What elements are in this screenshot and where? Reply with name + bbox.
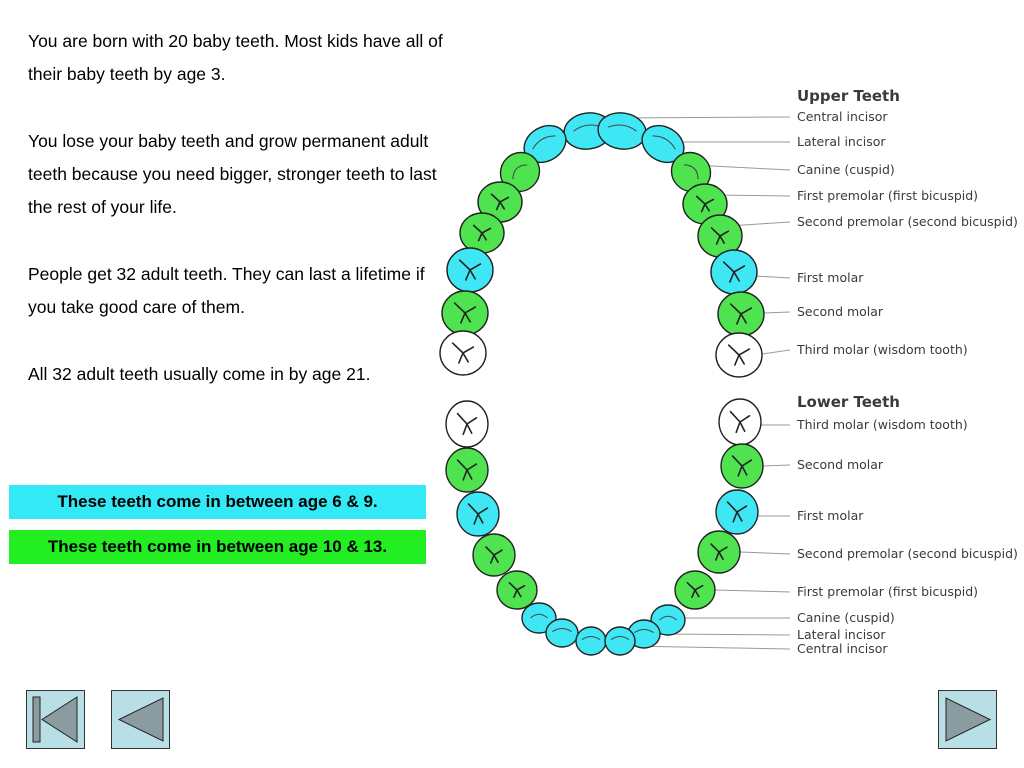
- upper-teeth-title: Upper Teeth: [797, 87, 900, 105]
- upper-label-2: Lateral incisor: [797, 134, 886, 149]
- legend-age-10-13: These teeth come in between age 10 & 13.: [9, 530, 426, 564]
- teeth-chart: [440, 110, 764, 655]
- lower-tooth-16: [605, 627, 635, 655]
- lower-label-8: Central incisor: [797, 641, 888, 656]
- lower-label-6: Canine (cuspid): [797, 610, 895, 625]
- upper-label-5: Second premolar (second bicuspid): [797, 214, 1018, 229]
- upper-label-3: Canine (cuspid): [797, 162, 895, 177]
- upper-leader-6: [755, 276, 790, 278]
- lower-tooth-9: [497, 571, 537, 609]
- upper-leader-8: [762, 350, 790, 354]
- lower-label-7: Lateral incisor: [797, 627, 886, 642]
- lower-tooth-1: [446, 401, 488, 447]
- lower-tooth-15: [576, 627, 606, 655]
- upper-tooth-9: [460, 213, 504, 253]
- upper-label-1: Central incisor: [797, 109, 888, 124]
- lower-tooth-6: [716, 490, 758, 534]
- intro-paragraph-adult-count: People get 32 adult teeth. They can last a lifetime if you take good care of them.: [28, 264, 425, 317]
- lower-tooth-13: [546, 619, 578, 647]
- lower-teeth-title: Lower Teeth: [797, 393, 900, 411]
- upper-leader-1: [620, 117, 790, 118]
- lower-leader-7: [660, 634, 790, 635]
- lower-label-1: Third molar (wisdom tooth): [797, 417, 968, 432]
- lower-teeth-labels: [796, 417, 1018, 656]
- upper-teeth-labels: [796, 109, 1018, 357]
- upper-tooth-13: [442, 291, 488, 335]
- upper-label-8: Third molar (wisdom tooth): [797, 342, 968, 357]
- next-slide-button[interactable]: [938, 690, 997, 749]
- lower-tooth-3: [446, 448, 488, 492]
- next-slide-icon: [939, 691, 996, 748]
- first-slide-icon: [27, 691, 84, 748]
- upper-tooth-14: [718, 292, 764, 336]
- first-slide-button[interactable]: [26, 690, 85, 749]
- lower-label-2: Second molar: [797, 457, 884, 472]
- upper-leader-7: [764, 312, 790, 313]
- lower-leader-5: [714, 590, 790, 592]
- upper-tooth-16: [716, 333, 762, 377]
- lower-leader-2: [762, 465, 790, 466]
- upper-label-4: First premolar (first bicuspid): [797, 188, 979, 203]
- upper-label-6: First molar: [797, 270, 864, 285]
- lower-tooth-5: [457, 492, 499, 536]
- lower-label-4: Second premolar (second bicuspid): [797, 546, 1018, 561]
- lower-tooth-8: [698, 531, 740, 573]
- intro-paragraph-age-21: All 32 adult teeth usually come in by age 21.: [28, 364, 371, 384]
- previous-slide-icon: [112, 691, 169, 748]
- upper-tooth-15: [440, 331, 486, 375]
- lower-tooth-4: [721, 444, 763, 488]
- lower-tooth-10: [675, 571, 715, 609]
- intro-paragraph-permanent-teeth: You lose your baby teeth and grow permanent adult teeth because you need bigger, stronger teeth to last the rest of your life.: [28, 131, 437, 217]
- lower-tooth-2: [719, 399, 761, 445]
- upper-label-7: Second molar: [797, 304, 884, 319]
- lower-leader-8: [630, 646, 790, 649]
- legend-age-6-9: These teeth come in between age 6 & 9.: [9, 485, 426, 519]
- upper-tooth-11: [447, 248, 493, 292]
- intro-paragraph-baby-teeth: You are born with 20 baby teeth. Most kids have all of their baby teeth by age 3.: [28, 31, 443, 84]
- lower-tooth-7: [473, 534, 515, 576]
- lower-leader-4: [740, 552, 790, 554]
- lower-label-3: First molar: [797, 508, 864, 523]
- upper-tooth-12: [711, 250, 757, 294]
- lower-label-5: First premolar (first bicuspid): [797, 584, 979, 599]
- previous-slide-button[interactable]: [111, 690, 170, 749]
